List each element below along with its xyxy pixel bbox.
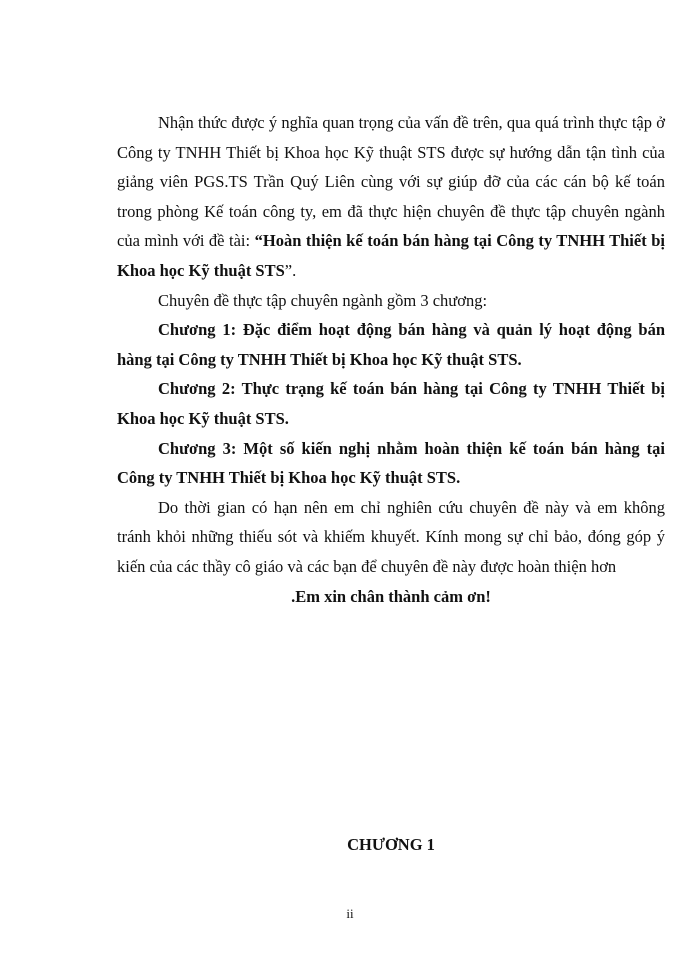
thesis-title: “Hoàn thiện kế toán bán hàng tại Công ty TNHH Thiết bị Khoa học Kỹ thuật STS	[117, 231, 665, 280]
intro-text: Nhận thức được ý nghĩa quan trọng của vấn đề trên, qua quá trình thực tập ở Công ty TNHH Thiết bị Khoa học Kỹ thuật STS được sự hướng dẫn tận tình của giảng viên PGS.TS Trần Quý Liên cùng với sự giúp đỡ của các cán bộ kế toán trong phòng Kế toán công ty, em đã thực hiện chuyên đề thực tập chuyên ngành của mình với đề tài:	[117, 113, 665, 251]
paragraph-intro	[117, 108, 665, 286]
chapter-2-summary: Chương 2: Thực trạng kế toán bán hàng tại Công ty TNHH Thiết bị Khoa học Kỹ thuật STS.	[117, 379, 665, 428]
page-number: ii	[346, 906, 354, 921]
chapter-1-summary: Chương 1: Đặc điểm hoạt động bán hàng và quản lý hoạt động bán hàng tại Công ty TNHH Thiết bị Khoa học Kỹ thuật STS.	[117, 320, 665, 369]
chapter-heading: CHƯƠNG 1	[347, 835, 435, 854]
body-text	[117, 108, 665, 611]
thanks-line: .Em xin chân thành cảm ơn!	[291, 586, 491, 606]
chapter-3-summary: Chương 3: Một số kiến nghị nhằm hoàn thiện kế toán bán hàng tại Công ty TNHH Thiết bị Khoa học Kỹ thuật STS.	[117, 438, 665, 488]
intro-end: ”.	[284, 260, 297, 280]
paragraph-closing: Do thời gian có hạn nên em chỉ nghiên cứu chuyên đề này và em không tránh khỏi những thiếu sót và khiếm khuyết. Kính mong sự chỉ bảo, đóng góp ý kiến của các thầy cô giáo và các bạn để chuyên đề này được hoàn thiện hơn	[117, 497, 665, 576]
paragraph-structure: Chuyên đề thực tập chuyên ngành gồm 3 chương:	[158, 290, 488, 310]
